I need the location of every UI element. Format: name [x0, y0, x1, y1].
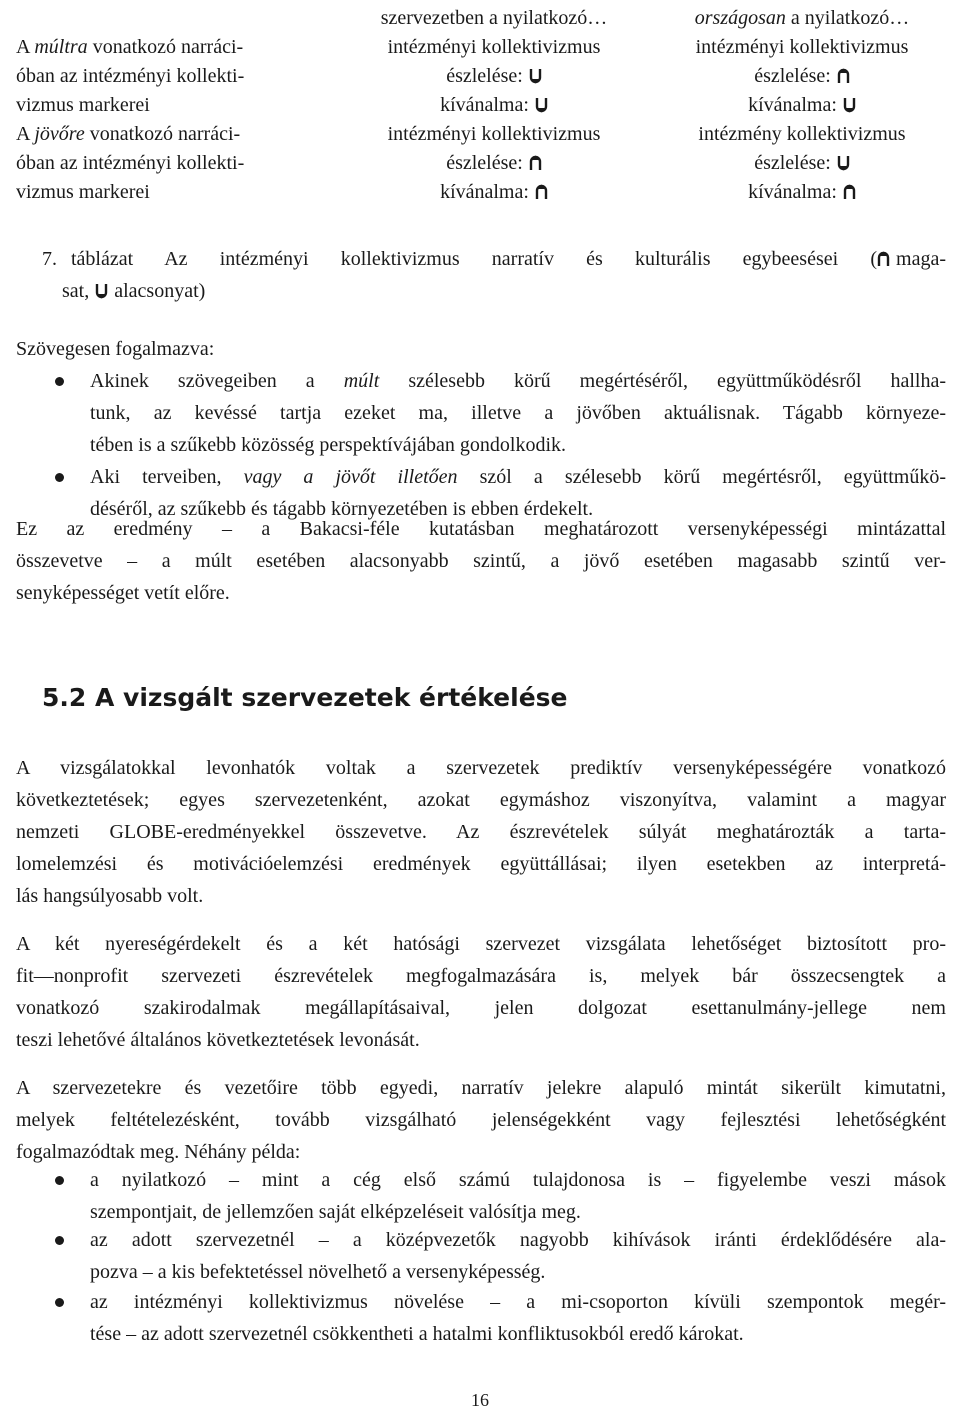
header-organization: szervezetben a nyilatkozó…	[380, 7, 608, 29]
bullet-item: az intézményi kollektivizmus növelése – a mi-csoporton kívüli szempontok megér- tése – az adott szervezetnél csökkentheti a hatalmi konfliktusokból eredő károkat.	[90, 1291, 946, 1345]
header-national: országosan a nyilatkozó…	[694, 7, 910, 29]
bullet-item: Akinek szövegeiben a múlt szélesebb körű megértéséről, együttműködésről hallha- tunk, az kevéssé tartja ezeket ma, illetve a jövőben aktuálisnak. Tágabb környeze- tében is a szűkebb közösség perspektívájában gondolkodik.	[90, 370, 946, 456]
arrow-down-icon	[529, 64, 542, 80]
cell-past-organization: intézményi kollektivizmus észlelése: kívánalma:	[387, 36, 601, 116]
cell-past-national: intézményi kollektivizmus észlelése: kívánalma:	[695, 36, 909, 116]
bullet-icon	[55, 1176, 64, 1185]
page-number: 16	[471, 1390, 489, 1410]
paragraph: A két nyereségérdekelt és a két hatósági szervezet vizsgálata lehetőséget biztosított pro- fit—nonprofit szervezeti észrevételek megfogalmazására is, melyek bár összecsengtek a vonatkozó szakirodalmak megállapításaival, jelen dolgozat esettanulmány-jellege nem teszi lehetővé általános következtetések levonását.	[16, 933, 946, 1051]
row-label-past: A múltra vonatkozó narráci- óban az intézményi kollekti- vizmus markerei	[16, 36, 245, 116]
bullet-icon	[55, 1236, 64, 1245]
arrow-down-icon	[837, 151, 850, 167]
bullet-item: Aki terveiben, vagy a jövőt illetően szól a szélesebb körű megértésről, együttműkö- déséről, az szűkebb és tágabb környezetében is ebben érdekelt.	[90, 466, 946, 520]
arrow-up-icon	[529, 151, 542, 167]
table-row-future	[16, 120, 960, 207]
section-heading: 5.2 A vizsgált szervezetek értékelése	[42, 683, 568, 712]
text-intro-label: Szövegesen fogalmazva:	[16, 338, 215, 360]
table-header-row	[16, 4, 960, 33]
arrow-up-icon	[877, 245, 890, 261]
result-paragraph: Ez az eredmény – a Bakacsi-féle kutatásban meghatározott versenyképességi mintázattal összevetve – a múlt esetében alacsonyabb szintű, a jövő esetében magasabb szintű ver- senyképességet vetít előre.	[16, 518, 946, 604]
bullet-item: az adott szervezetnél – a középvezetők nagyobb kihívások iránti érdeklődésére ala- pozva – a kis befektetéssel növelhető a versenyképesség.	[90, 1229, 946, 1283]
arrow-down-icon	[95, 277, 108, 293]
bullet-item: a nyilatkozó – mint a cég első számú tulajdonosa is – figyelembe veszi mások szempontjait, de jellemzően saját elképzeléseit valósítja meg.	[90, 1169, 946, 1223]
bullet-icon	[55, 1298, 64, 1307]
paragraph: A vizsgálatokkal levonhatók voltak a szervezetek prediktív versenyképességére vonatkozó következtetések; egyes szervezetenként, azokat egymáshoz viszonyítva, valamint a magyar nemzeti GLOBE-eredményekkel összevetve. Az észrevételek súlyát meghatározták a tarta- lomelemzési és motivációelemzési eredmények együttállásai; ilyen esetekben az interpretá- lás hangsúlyosabb volt.	[16, 757, 946, 907]
cell-future-national: intézmény kollektivizmus észlelése: kívánalma:	[698, 123, 906, 203]
cell-future-organization: intézményi kollektivizmus észlelése: kívánalma:	[387, 123, 601, 203]
bullet-icon	[55, 377, 64, 386]
arrow-up-icon	[843, 180, 856, 196]
table-caption: 7. táblázat Az intézményi kollektivizmus narratív és kulturális egybeesései ( maga- sat, alacsonyat)	[16, 243, 946, 307]
collectivism-table	[16, 4, 960, 207]
row-label-future: A jövőre vonatkozó narráci- óban az intézményi kollekti- vizmus markerei	[16, 123, 245, 203]
arrow-down-icon	[843, 93, 856, 109]
arrow-up-icon	[535, 180, 548, 196]
table-row-past	[16, 33, 960, 120]
paragraph: A szervezetekre és vezetőire több egyedi, narratív jelekre alapuló mintát sikerült kimutatni, melyek feltételezésként, tovább vizsgálható jelenségekként vagy fejlesztési lehetőségként fogalmazódtak meg. Néhány példa:	[16, 1077, 946, 1163]
arrow-up-icon	[837, 64, 850, 80]
arrow-down-icon	[535, 93, 548, 109]
bullet-icon	[55, 473, 64, 482]
